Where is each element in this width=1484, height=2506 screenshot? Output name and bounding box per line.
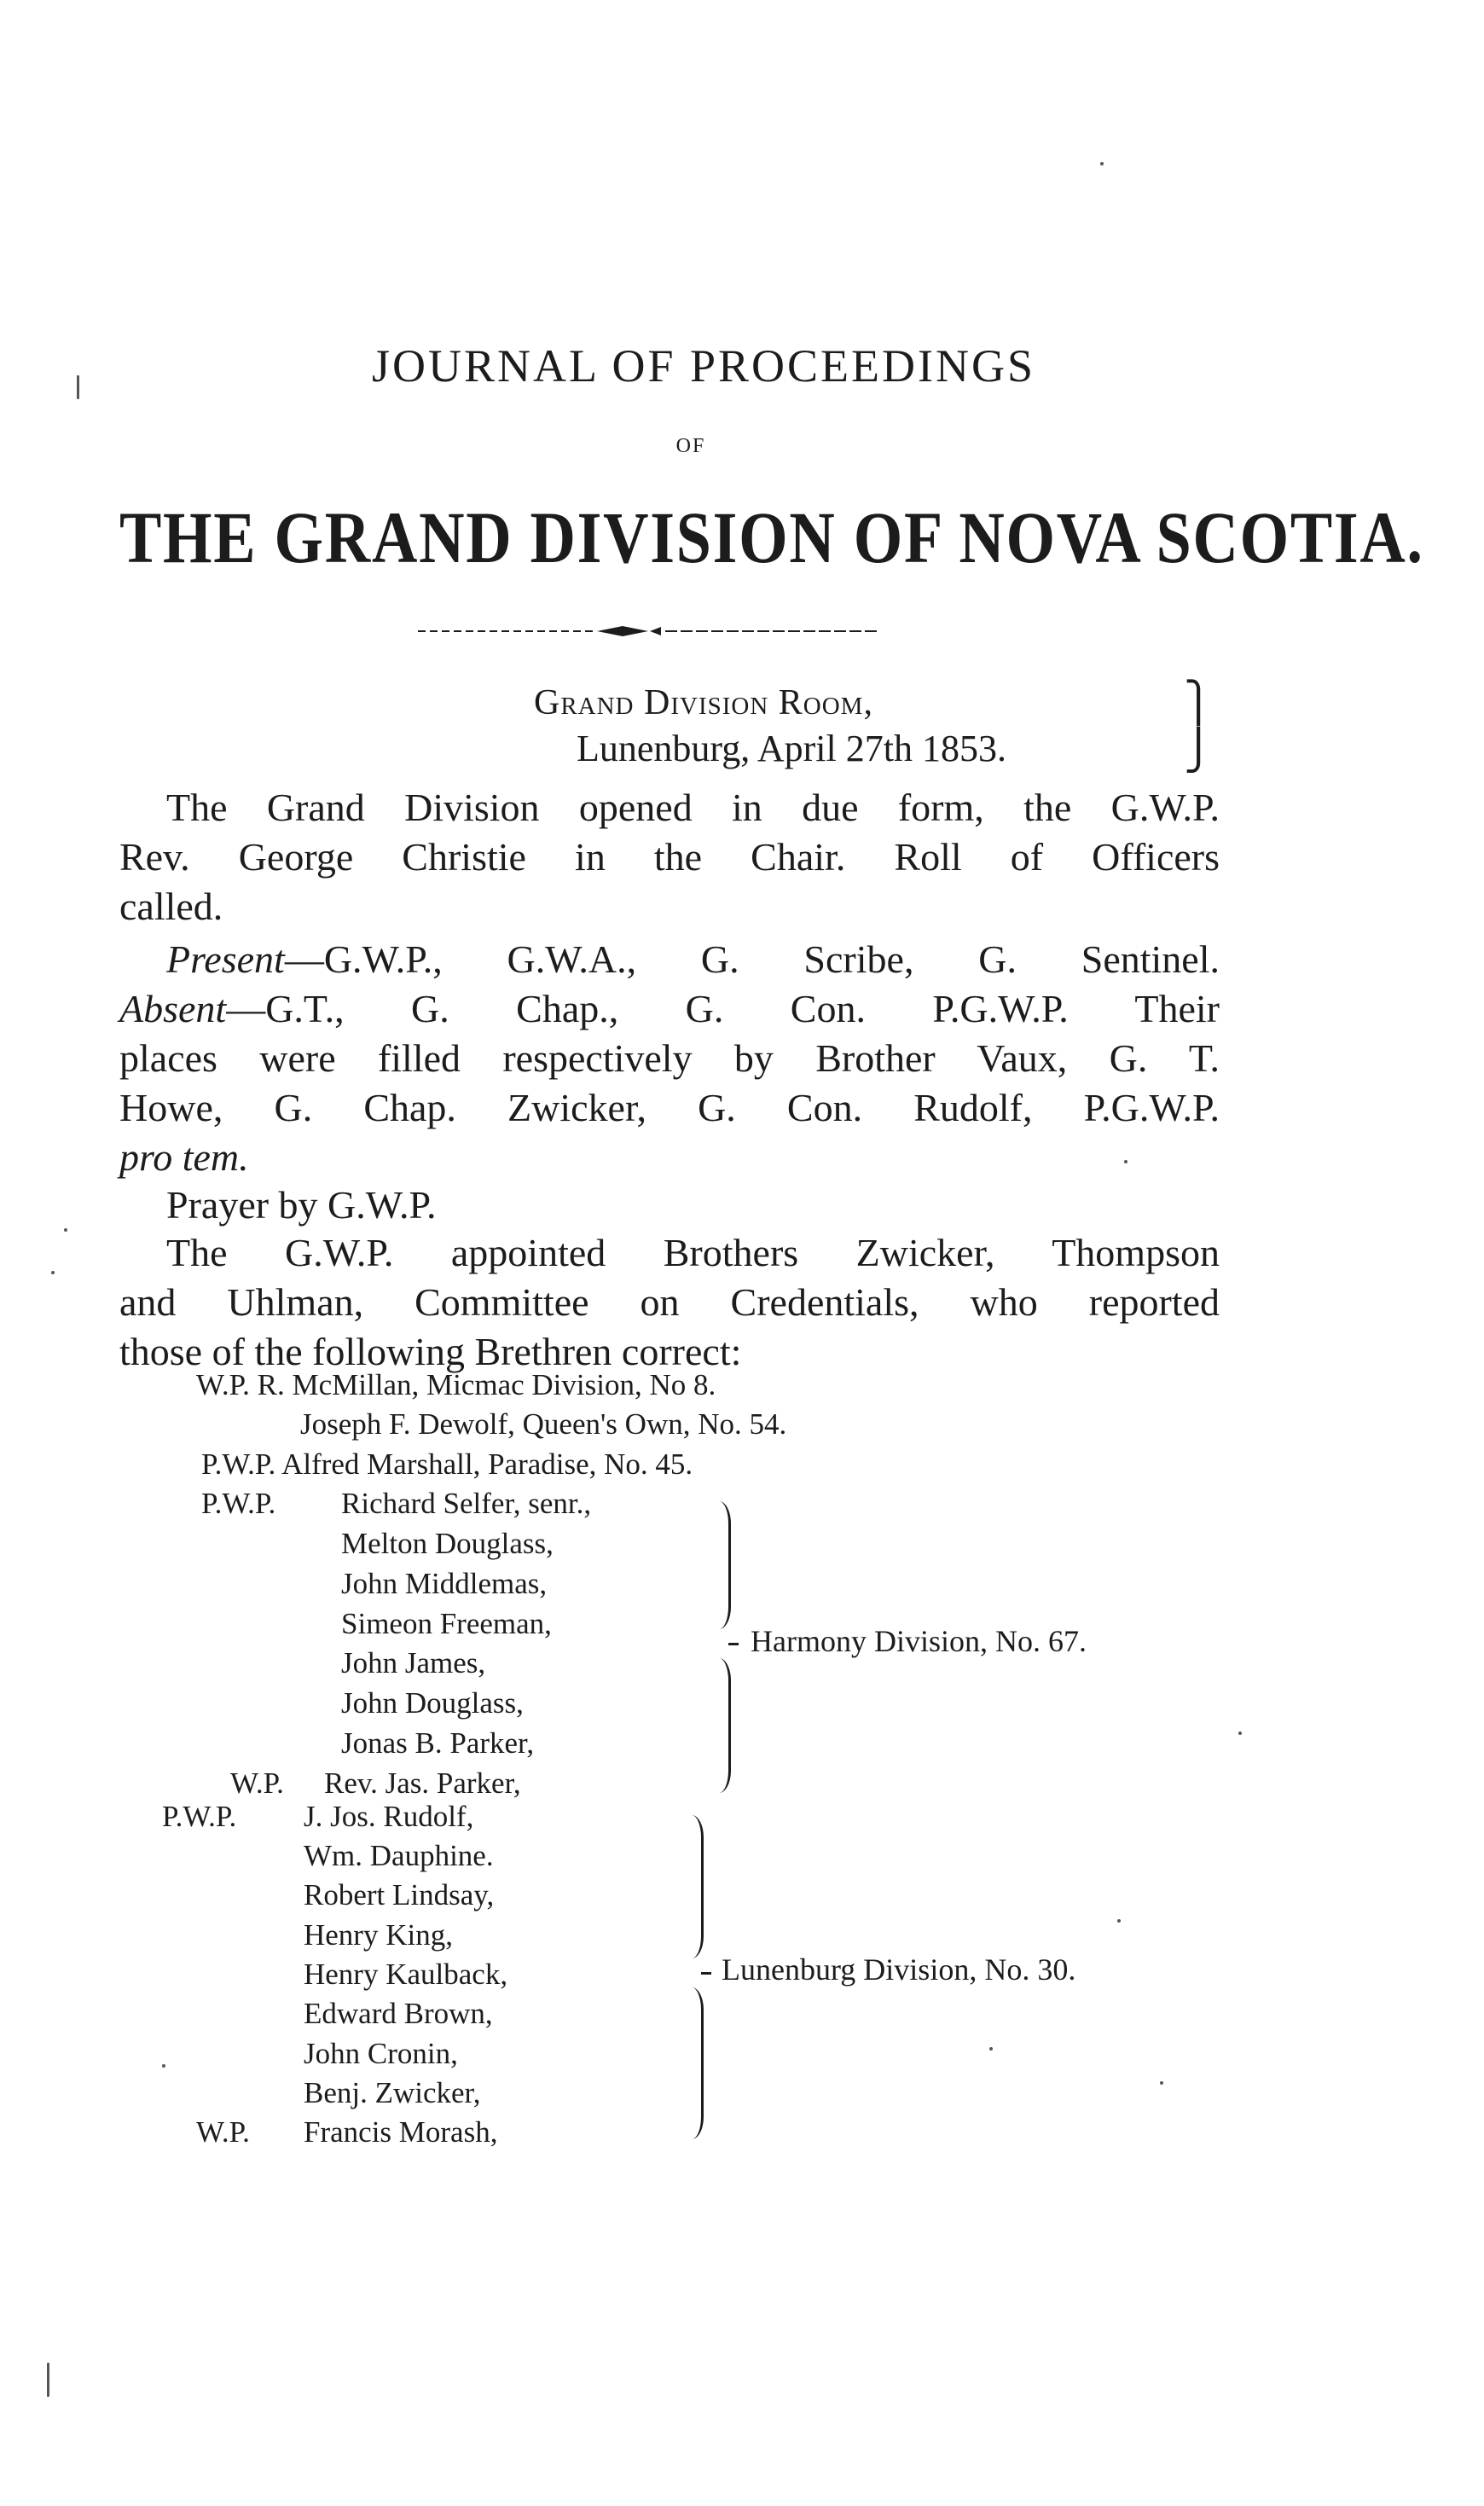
roll-name: Richard Selfer, senr., [341, 1487, 592, 1520]
brace-top: ⎫ [1184, 681, 1214, 724]
absent-text: —G.T., G. Chap., G. Con. P.G.W.P. Their [226, 987, 1220, 1030]
roll-title: W.P. [196, 2115, 250, 2149]
lunenburg-bracket-lower [689, 1987, 704, 2139]
absent-label: Absent [119, 987, 227, 1030]
harmony-bracket-lower [716, 1658, 731, 1793]
body-line: The Grand Division opened in due form, the G.W.P. [166, 786, 1220, 829]
place-date: Lunenburg, April 27th 1853. [577, 728, 1006, 769]
body-line: called. [119, 885, 223, 928]
body-line: The G.W.P. appointed Brothers Zwicker, Thompson [166, 1231, 1220, 1274]
roll-name: Henry King, [304, 1917, 453, 1952]
harmony-bracket [716, 1501, 731, 1629]
roll-title: W.P. [230, 1766, 284, 1800]
scan-speck [1117, 1919, 1121, 1923]
roll-name: John Cronin, [304, 2036, 458, 2070]
roll-title: P.W.P. [201, 1487, 276, 1520]
roll-name: Wm. Dauphine. [304, 1839, 494, 1872]
prayer-line: Prayer by G.W.P. [166, 1183, 437, 1227]
roll-entry: Joseph F. Dewolf, Queen's Own, No. 54. [300, 1407, 787, 1441]
scan-speck [1100, 162, 1104, 165]
roll-name: Edward Brown, [304, 1997, 493, 2031]
body-line: places were filled respectively by Brother Vaux, G. T. [119, 1036, 1220, 1080]
journal-title: JOURNAL OF PROCEEDINGS [371, 340, 1036, 392]
scan-speck [47, 2363, 49, 2397]
of-subtitle: OF [675, 435, 706, 457]
body-line: Rev. George Christie in the Chair. Roll of Officers [119, 835, 1220, 879]
roll-title: P.W.P. [162, 1800, 237, 1833]
roll-name: Francis Morash, [304, 2115, 498, 2149]
room-word-room: Room, [778, 683, 873, 722]
scan-speck [1124, 1160, 1127, 1163]
lunenburg-bracket [689, 1815, 704, 1958]
scan-speck [989, 2047, 993, 2051]
roll-name: J. Jos. Rudolf, [304, 1800, 474, 1833]
body-line: and Uhlman, Committee on Credentials, who reported [119, 1280, 1220, 1324]
roll-entry: P.W.P. Alfred Marshall, Paradise, No. 45. [201, 1447, 693, 1481]
body-line: Howe, G. Chap. Zwicker, G. Con. Rudolf, P.G.W.P. [119, 1086, 1220, 1129]
room-word-division: Division [644, 683, 769, 722]
harmony-division-label: Harmony Division, No. 67. [751, 1624, 1087, 1658]
room-word-grand: Grand [534, 683, 635, 722]
main-title: THE GRAND DIVISION OF NOVA SCOTIA. [119, 496, 1424, 578]
scan-speck [64, 1228, 67, 1232]
roll-name: Robert Lindsay, [304, 1878, 495, 1912]
pro-tem: pro tem. [119, 1135, 249, 1179]
harmony-bracket-point [728, 1643, 739, 1645]
roll-name: Benj. Zwicker, [304, 2075, 481, 2109]
roll-name: Jonas B. Parker, [341, 1726, 535, 1760]
scan-speck [1160, 2081, 1163, 2085]
present-label: Present [166, 937, 285, 981]
roll-name: John Douglass, [341, 1686, 524, 1720]
present-text: —G.W.P., G.W.A., G. Scribe, G. Sentinel. [284, 937, 1220, 981]
roll-name: Rev. Jas. Parker, [324, 1766, 521, 1800]
lunenburg-division-label: Lunenburg Division, No. 30. [722, 1952, 1076, 1987]
lunenburg-bracket-point [701, 1972, 711, 1975]
roll-name: Melton Douglass, [341, 1527, 554, 1560]
roll-entry: W.P. R. McMillan, Micmac Division, No 8. [196, 1368, 716, 1401]
roll-name: Henry Kaulback, [304, 1957, 508, 1991]
roll-name: John Middlemas, [341, 1566, 548, 1600]
scan-speck [1238, 1732, 1242, 1735]
scan-speck [162, 2064, 165, 2068]
roll-name: John James, [341, 1646, 486, 1680]
body-line: those of the following Brethren correct: [119, 1330, 742, 1373]
scan-speck [77, 375, 79, 399]
brace-bottom: ⎭ [1184, 728, 1214, 772]
scan-speck [51, 1271, 55, 1274]
roll-name: Simeon Freeman, [341, 1606, 552, 1640]
